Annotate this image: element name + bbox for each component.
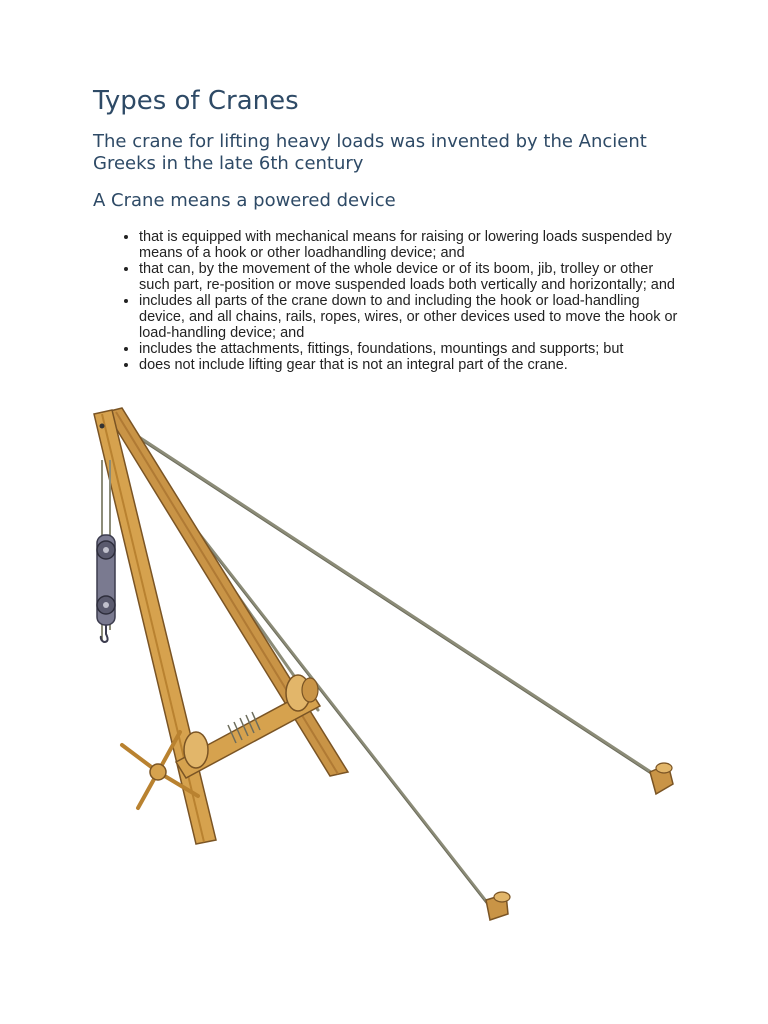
anchor-stake-right [650, 763, 673, 794]
crane-illustration [88, 400, 688, 930]
section-heading: A Crane means a powered device [93, 190, 396, 211]
guy-rope-long [110, 418, 660, 778]
page-subtitle: The crane for lifting heavy loads was invented by the Ancient Greeks in the late 6th century [93, 131, 647, 174]
winch [122, 675, 320, 808]
list-item: • includes the attachments, fittings, foundations, mountings and supports; but [139, 341, 685, 357]
list-item: • that is equipped with mechanical means for raising or lowering loads suspended by means of a hook or other loadhandling device; and [139, 229, 685, 261]
document-page [93, 84, 693, 373]
guy-ropes [110, 418, 660, 910]
page-title: Types of Cranes [93, 86, 299, 116]
anchor-stake-bottom [486, 892, 510, 920]
definition-list [93, 229, 685, 373]
list-item: • that can, by the movement of the whole device or of its boom, jib, trolley or other such part, re-position or move suspended loads both vertically and horizontally; and [139, 261, 685, 293]
top-pin [100, 424, 105, 429]
list-item: • includes all parts of the crane down to and including the hook or load-handling device, and all chains, rails, ropes, wires, or other devices used to move the hook or load-handling device; and [139, 293, 685, 341]
list-item: • does not include lifting gear that is not an integral part of the crane. [139, 357, 685, 373]
